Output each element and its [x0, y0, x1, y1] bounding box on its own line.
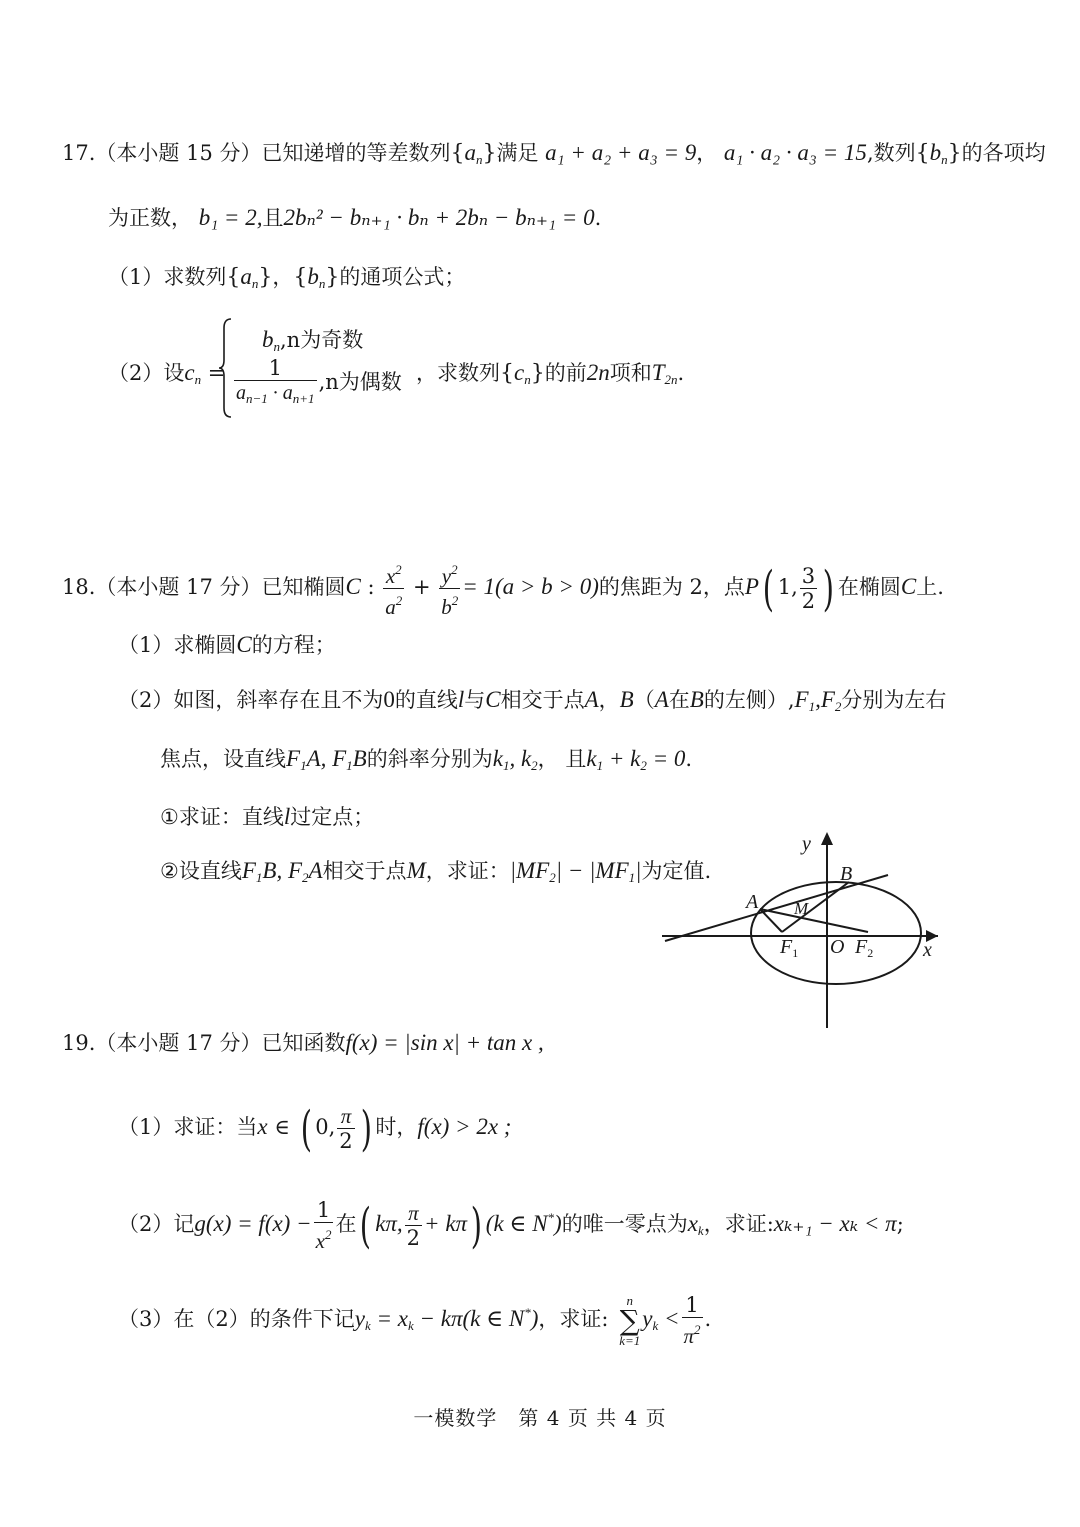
p17-case1: $b_n,n$为奇数 — [262, 327, 364, 354]
p18-q2-b: 的直线 — [394, 688, 458, 712]
p19-q3-end: . — [704, 1307, 712, 1331]
p17-T-sub: 2n — [664, 372, 678, 387]
p17-period: . — [594, 206, 602, 230]
label-F2: $F_2$ — [855, 936, 874, 960]
p17-line1: 17.（本小题 15 分）已知递增的等差数列$\{a_n\}$满足 a₁ + a₂ + a₃ = 9， a₁ · a₂ · a₃ = 15,数列$\{b_n\}$的各项均 — [62, 140, 1046, 167]
p17-and: 且 — [262, 206, 284, 230]
p18-sub2-end: 为定值. — [641, 859, 712, 883]
label-x: x — [923, 939, 932, 961]
p18-y-frac: $\frac{y^2}{b^2}$ — [439, 558, 460, 619]
p19-func: f(x) = |sin x| + tan x , — [345, 1030, 544, 1055]
p17-q2-right: ，求数列$\{c_n\}$的前2n项和$T_{2n}$. — [416, 360, 685, 387]
p19-q2-zero: 的唯一零点为 — [561, 1212, 688, 1236]
p19-q3-text: （3）在（2）的条件下记 — [118, 1307, 355, 1331]
ellipse-figure — [660, 828, 950, 1036]
p18-q2-line2-a: 焦点，设直线 — [160, 747, 286, 771]
p17-intro: 已知递增的等差数列 — [261, 141, 451, 165]
p19-q3-mid: ，求证: — [538, 1307, 609, 1331]
p17-q2-end: 的前 — [544, 361, 587, 385]
p17-q1-sep: ， — [272, 265, 294, 289]
problem-number: 17. — [62, 141, 96, 165]
p19-q2: （2）记g(x) = f(x) − $\frac{1}{x^2}$ 在( kπ, $\frac{\pi}{2}$ + kπ) (k ∈ N*)的唯一零点为$x_k$，求证:xₖ₊₁ − xₖ < π; — [118, 1197, 904, 1254]
p17-q1-end: 的通项公式； — [339, 265, 466, 289]
p18-q2-a: （2）如图，斜率存在且不为 — [118, 688, 384, 712]
piecewise-brace — [218, 318, 232, 418]
p17-2n: 2n — [586, 360, 610, 385]
p17-recurrence: 2bₙ² − bₙ₊₁ · bₙ + 2bₙ − bₙ₊₁ = 0 — [283, 205, 595, 230]
p18-sub1: ①求证：直线l过定点； — [160, 804, 375, 829]
p17-case2-cond: ,n为偶数 — [318, 370, 402, 394]
p19-q2-end: ; — [896, 1212, 904, 1236]
p18-q2-e: （ — [633, 688, 655, 712]
p18-q2-h: 分别为左右 — [841, 688, 947, 712]
p18-cond: = 1(a > b > 0) — [462, 574, 599, 599]
problem-score: （本小题 17 分） — [95, 575, 262, 599]
p18-q2-line2-b: 的斜率分别为 — [366, 747, 493, 771]
p18-x-frac: $\frac{x^2}{a^2}$ — [383, 558, 404, 619]
p17-q2-left: （2）设$c_n$ = — [108, 360, 226, 387]
p19-pi2b-frac: $\frac{\pi}{2}$ — [406, 1201, 421, 1250]
p19-intro: 已知函数 — [261, 1031, 346, 1055]
p18-sub1-text: ①求证：直线 — [160, 805, 284, 829]
p19-inv-frac: $\frac{1}{x^2}$ — [315, 1198, 332, 1253]
p18-q2-line2-d: . — [685, 747, 693, 771]
p19-q2-text: （2）记 — [118, 1212, 195, 1236]
p18-focal: 的焦距为 2，点 — [598, 575, 745, 599]
p19-q1-text: （1）求证：当 — [118, 1115, 258, 1139]
p18-sub2-c: ，求证： — [425, 859, 510, 883]
label-B: B — [840, 863, 853, 885]
label-O: O — [830, 936, 845, 958]
p18-q2-line1: （2）如图，斜率存在且不为0的直线l与C相交于点A，B（A在B的左侧）$,F_1,F_2$分别为左右 — [118, 687, 947, 714]
p19-invpi2-frac: $\frac{1}{\pi^2}$ — [683, 1293, 701, 1348]
segment-F2A — [760, 909, 868, 932]
problem-score: （本小题 17 分） — [95, 1031, 262, 1055]
p17-T: T — [651, 360, 665, 385]
p17-q1: （1）求数列$\{a_n\}$，$\{b_n\}$的通项公式； — [108, 264, 466, 291]
p19-q1: （1）求证：当x ∈ ( 0, $\frac{\pi}{2}$ ) 时，f(x) > 2x ; — [118, 1100, 512, 1157]
p18-line1: 18.（本小题 17 分）已知椭圆C : $\frac{x^2}{a^2}$ + $\frac{y^2}{b^2}$ = 1(a > b > 0)的焦距为 2，点P( 1, $\frac{3}{2}$ ) 在椭圆C上. — [62, 558, 944, 619]
p18-q2-g: 的左侧）, — [703, 688, 795, 712]
p17-b1: b₁ = 2, — [198, 205, 263, 230]
p17-case1-cond: ,n为奇数 — [280, 328, 364, 352]
ellipse-curve — [751, 882, 921, 984]
p19-q2-in: 在 — [335, 1212, 357, 1236]
page-footer: 一模数学 第 4 页 共 4 页 — [413, 1406, 667, 1430]
label-y: y — [802, 833, 811, 855]
problem-score: （本小题 15 分） — [95, 141, 262, 165]
p19-q2-prove: ，求证: — [703, 1212, 774, 1236]
p18-on-end: 上. — [916, 575, 944, 599]
p18-q2-line2-c: ， 且 — [537, 747, 587, 771]
p17-seqb: ,数列 — [866, 141, 916, 165]
p17-positive: 为正数， — [108, 206, 192, 230]
p17-q2-period: . — [677, 361, 685, 385]
p17-q2-start: （2）设 — [108, 361, 185, 385]
p18-on: 在椭圆 — [837, 575, 901, 599]
p18-q1-text: （1）求椭圆 — [118, 633, 237, 657]
p17-case2-frac: $\frac{1}{a_{n-1} \cdot a_{n+1}}$ — [236, 356, 315, 406]
p18-sub2-b: 相交于点 — [322, 859, 407, 883]
label-A: A — [746, 891, 759, 913]
p17-line2 — [108, 203, 601, 233]
p19-pi2-frac: $\frac{\pi}{2}$ — [339, 1104, 353, 1153]
p19-q2-ineq: xₖ₊₁ − xₖ < π — [773, 1211, 897, 1236]
label-F1: $F_1$ — [780, 936, 799, 960]
p19-sum: n ∑ k=1 — [619, 1292, 641, 1348]
p18-q2-f: 在 — [668, 688, 690, 712]
problem-number: 18. — [62, 575, 96, 599]
p18-q2-d: 相交于点 — [500, 688, 585, 712]
p17-cond1: a₁ + a₂ + a₃ = 9 — [545, 140, 697, 165]
problem-number: 19. — [62, 1031, 96, 1055]
p18-p-frac: $\frac{3}{2}$ — [801, 564, 816, 613]
p18-q2-line2: 焦点，设直线$F_1A$, $F_1B$的斜率分别为$k_1$, $k_2$， 且$k_1 + k_2 = 0$. — [160, 746, 693, 773]
p17-q1-text: （1）求数列 — [108, 265, 227, 289]
p18-q1-end: 的方程； — [251, 633, 336, 657]
p18-sub1-end: 过定点； — [290, 805, 375, 829]
p18-sub2-text: ②设直线 — [160, 859, 242, 883]
p17-sum-text: 项和 — [609, 361, 652, 385]
p19-q1-end: f(x) > 2x ; — [417, 1114, 512, 1139]
p17-tail1: 的各项均 — [961, 141, 1046, 165]
p19-q3: （3）在（2）的条件下记$y_k = x_k - k\pi(k$ ∈ N*)，求证: n ∑ k=1 $y_k$ < $\frac{1}{\pi^2}$ . — [118, 1292, 712, 1348]
p17-satisfies: 满足 — [496, 141, 539, 165]
p18-q2-c: 与 — [464, 688, 486, 712]
y-arrow — [821, 832, 833, 845]
p18-intro: 已知椭圆 — [261, 575, 346, 599]
p18-q1: （1）求椭圆C的方程； — [118, 632, 336, 657]
line-l — [665, 875, 888, 941]
p17-case2 — [232, 356, 402, 411]
p18-sub2: ②设直线$F_1B$, $F_2A$相交于点M，求证：$|MF_2| - |MF_1|$为定值. — [160, 858, 712, 885]
label-M: M — [794, 899, 809, 918]
p19-line1 — [62, 1028, 544, 1058]
p17-q2-mid: ，求数列 — [416, 361, 500, 385]
p17-cond2: a₁ · a₂ · a₃ = 15 — [723, 140, 867, 165]
p19-q1-mid: 时， — [375, 1115, 418, 1139]
